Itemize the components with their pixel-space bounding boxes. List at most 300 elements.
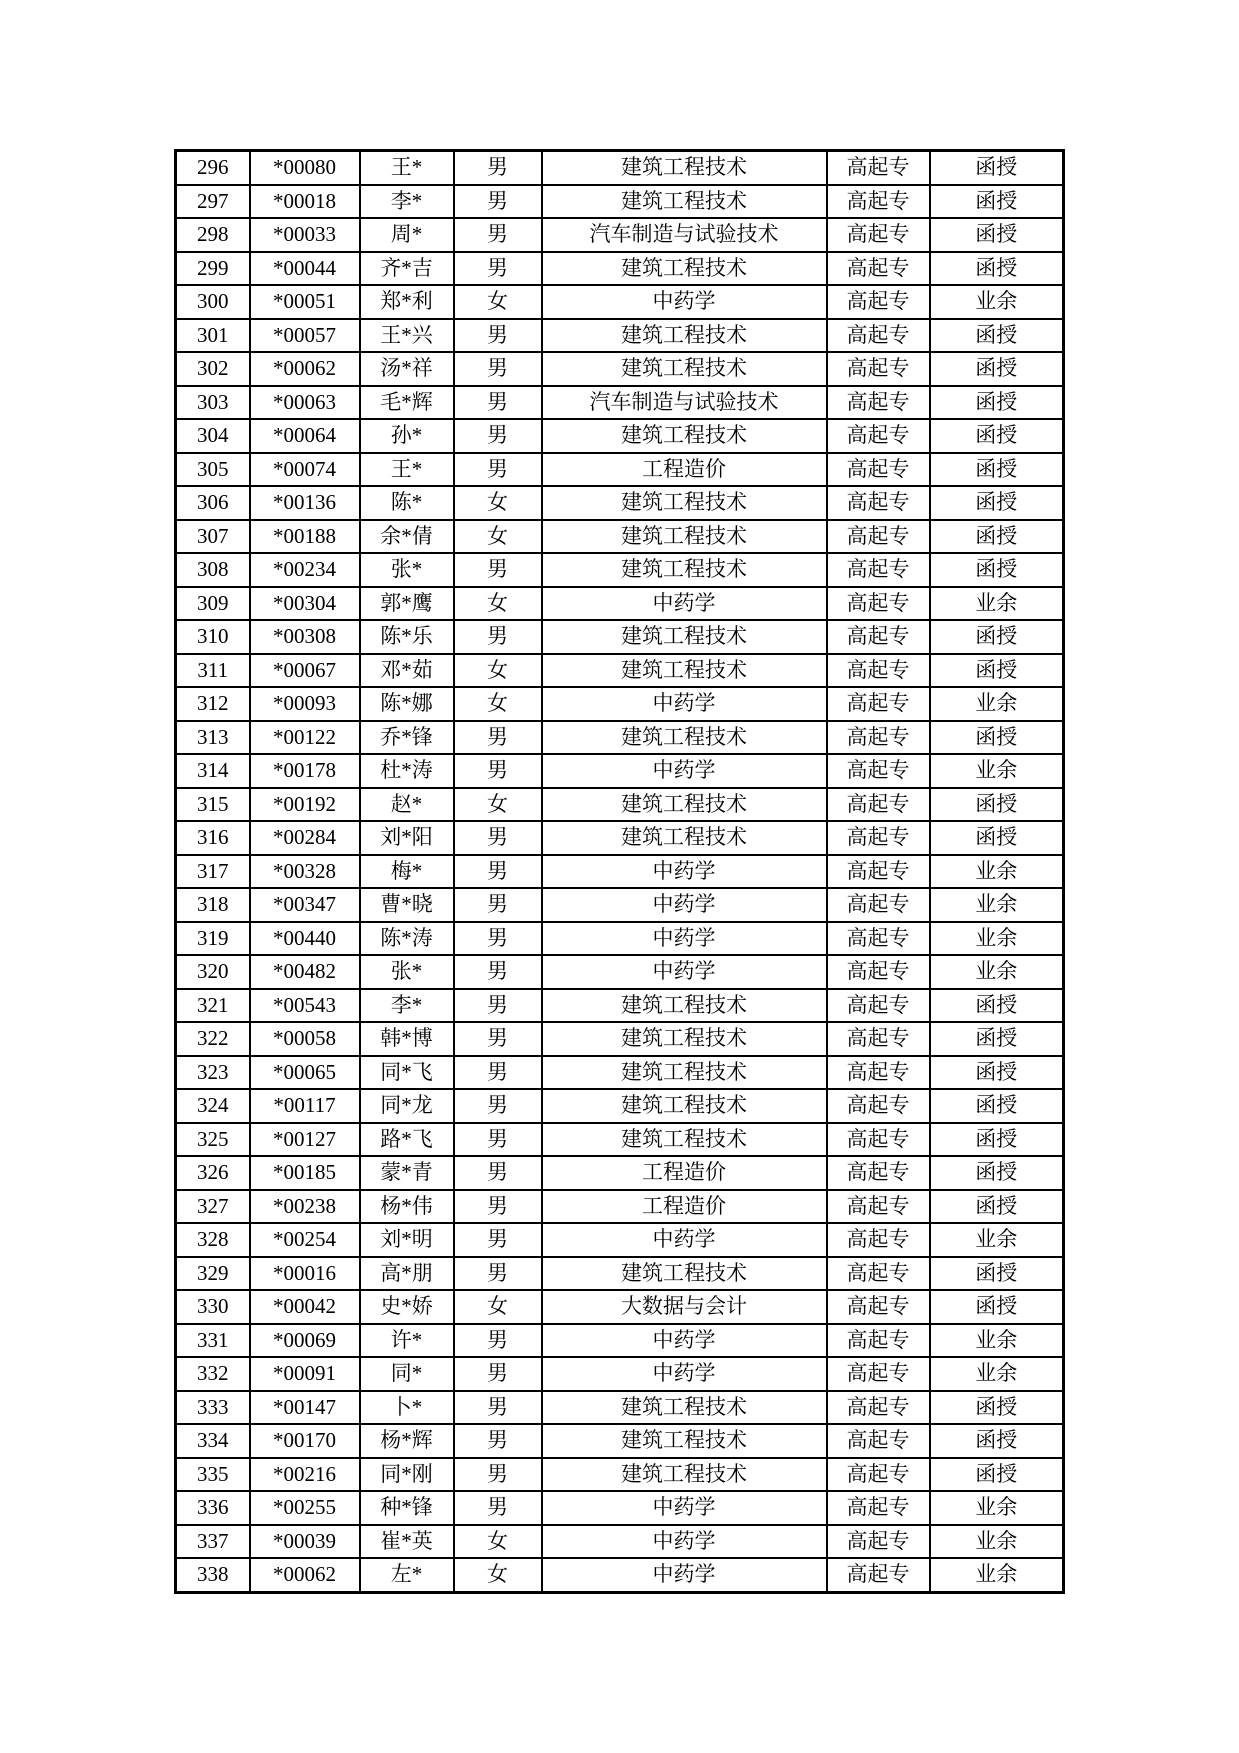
cell-gender: 男 xyxy=(454,1324,542,1358)
cell-study_mode: 业余 xyxy=(930,855,1064,889)
cell-seq: 311 xyxy=(176,654,250,688)
cell-seq: 326 xyxy=(176,1156,250,1190)
cell-study_mode: 函授 xyxy=(930,553,1064,587)
cell-seq: 330 xyxy=(176,1290,250,1324)
cell-seq: 309 xyxy=(176,587,250,621)
cell-name: 余*倩 xyxy=(360,520,454,554)
cell-seq: 310 xyxy=(176,620,250,654)
cell-study_mode: 函授 xyxy=(930,721,1064,755)
cell-study_mode: 函授 xyxy=(930,989,1064,1023)
table-row xyxy=(176,620,1064,654)
cell-name: 赵* xyxy=(360,788,454,822)
cell-seq: 314 xyxy=(176,754,250,788)
cell-name: 陈* xyxy=(360,486,454,520)
cell-student_id: *00308 xyxy=(250,620,360,654)
cell-name: 邓*茹 xyxy=(360,654,454,688)
cell-gender: 男 xyxy=(454,855,542,889)
cell-name: 曹*晓 xyxy=(360,888,454,922)
cell-level: 高起专 xyxy=(827,855,930,889)
cell-name: 许* xyxy=(360,1324,454,1358)
cell-level: 高起专 xyxy=(827,151,930,185)
cell-level: 高起专 xyxy=(827,453,930,487)
cell-gender: 男 xyxy=(454,1156,542,1190)
cell-name: 左* xyxy=(360,1558,454,1592)
cell-student_id: *00033 xyxy=(250,218,360,252)
cell-level: 高起专 xyxy=(827,352,930,386)
table-row xyxy=(176,319,1064,353)
cell-study_mode: 函授 xyxy=(930,1257,1064,1291)
cell-name: 李* xyxy=(360,185,454,219)
cell-student_id: *00347 xyxy=(250,888,360,922)
cell-level: 高起专 xyxy=(827,252,930,286)
cell-study_mode: 业余 xyxy=(930,955,1064,989)
cell-seq: 336 xyxy=(176,1491,250,1525)
cell-student_id: *00234 xyxy=(250,553,360,587)
cell-gender: 男 xyxy=(454,151,542,185)
table-row xyxy=(176,1424,1064,1458)
cell-major: 建筑工程技术 xyxy=(542,1257,827,1291)
cell-name: 刘*阳 xyxy=(360,821,454,855)
cell-study_mode: 函授 xyxy=(930,486,1064,520)
cell-student_id: *00304 xyxy=(250,587,360,621)
table-row xyxy=(176,1223,1064,1257)
cell-seq: 328 xyxy=(176,1223,250,1257)
table-row xyxy=(176,922,1064,956)
cell-seq: 325 xyxy=(176,1123,250,1157)
cell-seq: 334 xyxy=(176,1424,250,1458)
cell-major: 工程造价 xyxy=(542,1156,827,1190)
table-row xyxy=(176,721,1064,755)
table-row xyxy=(176,1056,1064,1090)
cell-major: 建筑工程技术 xyxy=(542,1391,827,1425)
cell-seq: 332 xyxy=(176,1357,250,1391)
cell-gender: 男 xyxy=(454,319,542,353)
cell-student_id: *00080 xyxy=(250,151,360,185)
table-row xyxy=(176,453,1064,487)
cell-study_mode: 函授 xyxy=(930,386,1064,420)
cell-student_id: *00067 xyxy=(250,654,360,688)
cell-study_mode: 函授 xyxy=(930,1123,1064,1157)
cell-student_id: *00058 xyxy=(250,1022,360,1056)
table-row xyxy=(176,754,1064,788)
cell-major: 建筑工程技术 xyxy=(542,620,827,654)
table-row xyxy=(176,821,1064,855)
table-row xyxy=(176,151,1064,185)
table-row xyxy=(176,1357,1064,1391)
cell-seq: 313 xyxy=(176,721,250,755)
cell-seq: 315 xyxy=(176,788,250,822)
cell-major: 中药学 xyxy=(542,1223,827,1257)
cell-major: 建筑工程技术 xyxy=(542,185,827,219)
cell-gender: 男 xyxy=(454,1491,542,1525)
cell-student_id: *00093 xyxy=(250,687,360,721)
cell-level: 高起专 xyxy=(827,1223,930,1257)
cell-name: 孙* xyxy=(360,419,454,453)
cell-major: 中药学 xyxy=(542,1324,827,1358)
cell-study_mode: 业余 xyxy=(930,1357,1064,1391)
cell-level: 高起专 xyxy=(827,520,930,554)
table-row xyxy=(176,419,1064,453)
cell-study_mode: 业余 xyxy=(930,1491,1064,1525)
cell-gender: 男 xyxy=(454,1357,542,1391)
cell-major: 工程造价 xyxy=(542,453,827,487)
cell-level: 高起专 xyxy=(827,1525,930,1559)
cell-level: 高起专 xyxy=(827,319,930,353)
cell-student_id: *00284 xyxy=(250,821,360,855)
table-row xyxy=(176,788,1064,822)
cell-study_mode: 函授 xyxy=(930,520,1064,554)
cell-study_mode: 函授 xyxy=(930,352,1064,386)
cell-name: 陈*娜 xyxy=(360,687,454,721)
cell-name: 陈*涛 xyxy=(360,922,454,956)
cell-major: 建筑工程技术 xyxy=(542,520,827,554)
cell-seq: 316 xyxy=(176,821,250,855)
table-row xyxy=(176,1491,1064,1525)
cell-gender: 男 xyxy=(454,1056,542,1090)
cell-level: 高起专 xyxy=(827,687,930,721)
cell-seq: 296 xyxy=(176,151,250,185)
table-row xyxy=(176,989,1064,1023)
cell-gender: 男 xyxy=(454,922,542,956)
cell-name: 张* xyxy=(360,553,454,587)
cell-level: 高起专 xyxy=(827,1156,930,1190)
cell-level: 高起专 xyxy=(827,1391,930,1425)
cell-study_mode: 函授 xyxy=(930,185,1064,219)
table-row xyxy=(176,1525,1064,1559)
table-row xyxy=(176,1190,1064,1224)
cell-study_mode: 业余 xyxy=(930,285,1064,319)
cell-student_id: *00069 xyxy=(250,1324,360,1358)
table-row xyxy=(176,855,1064,889)
cell-gender: 女 xyxy=(454,587,542,621)
cell-student_id: *00254 xyxy=(250,1223,360,1257)
cell-study_mode: 函授 xyxy=(930,218,1064,252)
cell-major: 建筑工程技术 xyxy=(542,1424,827,1458)
table-row xyxy=(176,218,1064,252)
cell-level: 高起专 xyxy=(827,1324,930,1358)
cell-level: 高起专 xyxy=(827,1022,930,1056)
cell-study_mode: 函授 xyxy=(930,252,1064,286)
cell-major: 中药学 xyxy=(542,922,827,956)
cell-study_mode: 函授 xyxy=(930,453,1064,487)
cell-major: 建筑工程技术 xyxy=(542,1089,827,1123)
cell-name: 郑*利 xyxy=(360,285,454,319)
cell-student_id: *00065 xyxy=(250,1056,360,1090)
table-row xyxy=(176,1089,1064,1123)
cell-name: 汤*祥 xyxy=(360,352,454,386)
cell-student_id: *00185 xyxy=(250,1156,360,1190)
table-row xyxy=(176,252,1064,286)
table-row xyxy=(176,955,1064,989)
cell-major: 中药学 xyxy=(542,754,827,788)
cell-major: 建筑工程技术 xyxy=(542,721,827,755)
cell-student_id: *00255 xyxy=(250,1491,360,1525)
cell-seq: 306 xyxy=(176,486,250,520)
cell-major: 建筑工程技术 xyxy=(542,419,827,453)
cell-student_id: *00117 xyxy=(250,1089,360,1123)
cell-seq: 300 xyxy=(176,285,250,319)
cell-study_mode: 业余 xyxy=(930,754,1064,788)
cell-student_id: *00062 xyxy=(250,352,360,386)
cell-gender: 女 xyxy=(454,687,542,721)
cell-major: 建筑工程技术 xyxy=(542,1458,827,1492)
table-row xyxy=(176,486,1064,520)
cell-study_mode: 函授 xyxy=(930,319,1064,353)
cell-gender: 男 xyxy=(454,955,542,989)
cell-study_mode: 函授 xyxy=(930,788,1064,822)
cell-name: 乔*锋 xyxy=(360,721,454,755)
cell-name: 路*飞 xyxy=(360,1123,454,1157)
cell-gender: 男 xyxy=(454,620,542,654)
table-row xyxy=(176,1022,1064,1056)
cell-level: 高起专 xyxy=(827,1424,930,1458)
cell-level: 高起专 xyxy=(827,620,930,654)
cell-major: 建筑工程技术 xyxy=(542,1022,827,1056)
table-row xyxy=(176,553,1064,587)
cell-gender: 男 xyxy=(454,721,542,755)
cell-gender: 女 xyxy=(454,654,542,688)
cell-level: 高起专 xyxy=(827,1089,930,1123)
cell-level: 高起专 xyxy=(827,654,930,688)
table-row xyxy=(176,1290,1064,1324)
cell-name: 毛*辉 xyxy=(360,386,454,420)
cell-student_id: *00062 xyxy=(250,1558,360,1592)
cell-student_id: *00044 xyxy=(250,252,360,286)
cell-level: 高起专 xyxy=(827,754,930,788)
cell-student_id: *00178 xyxy=(250,754,360,788)
cell-seq: 301 xyxy=(176,319,250,353)
cell-study_mode: 函授 xyxy=(930,1156,1064,1190)
cell-seq: 312 xyxy=(176,687,250,721)
cell-gender: 女 xyxy=(454,788,542,822)
cell-level: 高起专 xyxy=(827,486,930,520)
cell-gender: 男 xyxy=(454,386,542,420)
cell-gender: 女 xyxy=(454,486,542,520)
cell-study_mode: 业余 xyxy=(930,1525,1064,1559)
cell-gender: 男 xyxy=(454,1391,542,1425)
cell-name: 同*龙 xyxy=(360,1089,454,1123)
cell-level: 高起专 xyxy=(827,1357,930,1391)
cell-student_id: *00122 xyxy=(250,721,360,755)
cell-level: 高起专 xyxy=(827,721,930,755)
cell-student_id: *00016 xyxy=(250,1257,360,1291)
cell-name: 卜* xyxy=(360,1391,454,1425)
cell-name: 杨*辉 xyxy=(360,1424,454,1458)
table-row xyxy=(176,587,1064,621)
cell-level: 高起专 xyxy=(827,553,930,587)
cell-seq: 304 xyxy=(176,419,250,453)
cell-gender: 女 xyxy=(454,520,542,554)
cell-gender: 女 xyxy=(454,285,542,319)
cell-level: 高起专 xyxy=(827,419,930,453)
cell-gender: 男 xyxy=(454,1089,542,1123)
cell-student_id: *00170 xyxy=(250,1424,360,1458)
cell-student_id: *00064 xyxy=(250,419,360,453)
cell-gender: 女 xyxy=(454,1525,542,1559)
cell-study_mode: 函授 xyxy=(930,1458,1064,1492)
cell-gender: 男 xyxy=(454,1257,542,1291)
cell-seq: 317 xyxy=(176,855,250,889)
cell-name: 陈*乐 xyxy=(360,620,454,654)
cell-major: 建筑工程技术 xyxy=(542,151,827,185)
cell-name: 刘*明 xyxy=(360,1223,454,1257)
cell-study_mode: 函授 xyxy=(930,1190,1064,1224)
cell-student_id: *00328 xyxy=(250,855,360,889)
cell-seq: 307 xyxy=(176,520,250,554)
cell-seq: 329 xyxy=(176,1257,250,1291)
cell-name: 张* xyxy=(360,955,454,989)
table-row xyxy=(176,1123,1064,1157)
cell-gender: 男 xyxy=(454,1458,542,1492)
cell-gender: 男 xyxy=(454,1190,542,1224)
cell-name: 王*兴 xyxy=(360,319,454,353)
cell-student_id: *00039 xyxy=(250,1525,360,1559)
cell-gender: 男 xyxy=(454,1223,542,1257)
cell-major: 中药学 xyxy=(542,1357,827,1391)
cell-study_mode: 业余 xyxy=(930,922,1064,956)
cell-study_mode: 业余 xyxy=(930,587,1064,621)
cell-seq: 320 xyxy=(176,955,250,989)
cell-student_id: *00188 xyxy=(250,520,360,554)
cell-gender: 男 xyxy=(454,754,542,788)
cell-name: 同*飞 xyxy=(360,1056,454,1090)
cell-major: 建筑工程技术 xyxy=(542,252,827,286)
cell-major: 建筑工程技术 xyxy=(542,352,827,386)
cell-study_mode: 业余 xyxy=(930,1223,1064,1257)
cell-level: 高起专 xyxy=(827,955,930,989)
cell-gender: 男 xyxy=(454,218,542,252)
table-row xyxy=(176,1156,1064,1190)
cell-student_id: *00440 xyxy=(250,922,360,956)
cell-major: 中药学 xyxy=(542,587,827,621)
cell-study_mode: 函授 xyxy=(930,1089,1064,1123)
cell-gender: 男 xyxy=(454,888,542,922)
cell-gender: 男 xyxy=(454,989,542,1023)
cell-gender: 男 xyxy=(454,821,542,855)
cell-name: 杜*涛 xyxy=(360,754,454,788)
cell-study_mode: 函授 xyxy=(930,620,1064,654)
cell-major: 工程造价 xyxy=(542,1190,827,1224)
cell-major: 中药学 xyxy=(542,285,827,319)
cell-name: 韩*博 xyxy=(360,1022,454,1056)
cell-major: 建筑工程技术 xyxy=(542,319,827,353)
cell-major: 汽车制造与试验技术 xyxy=(542,218,827,252)
cell-seq: 327 xyxy=(176,1190,250,1224)
cell-major: 中药学 xyxy=(542,1558,827,1592)
table-row xyxy=(176,520,1064,554)
cell-level: 高起专 xyxy=(827,1290,930,1324)
cell-major: 建筑工程技术 xyxy=(542,553,827,587)
cell-gender: 男 xyxy=(454,185,542,219)
cell-name: 梅* xyxy=(360,855,454,889)
cell-major: 中药学 xyxy=(542,955,827,989)
cell-name: 蒙*青 xyxy=(360,1156,454,1190)
cell-level: 高起专 xyxy=(827,1123,930,1157)
cell-major: 建筑工程技术 xyxy=(542,1056,827,1090)
cell-name: 李* xyxy=(360,989,454,1023)
table-row xyxy=(176,1391,1064,1425)
cell-level: 高起专 xyxy=(827,1257,930,1291)
cell-student_id: *00192 xyxy=(250,788,360,822)
cell-seq: 305 xyxy=(176,453,250,487)
cell-major: 建筑工程技术 xyxy=(542,654,827,688)
cell-seq: 324 xyxy=(176,1089,250,1123)
cell-seq: 321 xyxy=(176,989,250,1023)
cell-level: 高起专 xyxy=(827,788,930,822)
table-row xyxy=(176,1257,1064,1291)
table-row xyxy=(176,1558,1064,1592)
cell-gender: 男 xyxy=(454,419,542,453)
cell-name: 杨*伟 xyxy=(360,1190,454,1224)
cell-level: 高起专 xyxy=(827,185,930,219)
cell-student_id: *00482 xyxy=(250,955,360,989)
cell-study_mode: 函授 xyxy=(930,151,1064,185)
cell-seq: 297 xyxy=(176,185,250,219)
cell-level: 高起专 xyxy=(827,1458,930,1492)
cell-level: 高起专 xyxy=(827,1558,930,1592)
cell-student_id: *00018 xyxy=(250,185,360,219)
cell-gender: 女 xyxy=(454,1290,542,1324)
cell-name: 高*朋 xyxy=(360,1257,454,1291)
table-row xyxy=(176,1324,1064,1358)
cell-major: 中药学 xyxy=(542,1491,827,1525)
cell-gender: 男 xyxy=(454,1424,542,1458)
cell-name: 齐*吉 xyxy=(360,252,454,286)
cell-level: 高起专 xyxy=(827,218,930,252)
cell-student_id: *00091 xyxy=(250,1357,360,1391)
cell-study_mode: 函授 xyxy=(930,419,1064,453)
cell-student_id: *00127 xyxy=(250,1123,360,1157)
cell-student_id: *00063 xyxy=(250,386,360,420)
cell-major: 中药学 xyxy=(542,855,827,889)
cell-seq: 319 xyxy=(176,922,250,956)
cell-study_mode: 业余 xyxy=(930,687,1064,721)
cell-name: 郭*鹰 xyxy=(360,587,454,621)
cell-seq: 322 xyxy=(176,1022,250,1056)
table-row xyxy=(176,1458,1064,1492)
cell-level: 高起专 xyxy=(827,989,930,1023)
cell-student_id: *00216 xyxy=(250,1458,360,1492)
cell-seq: 335 xyxy=(176,1458,250,1492)
cell-name: 周* xyxy=(360,218,454,252)
cell-major: 中药学 xyxy=(542,1525,827,1559)
cell-seq: 303 xyxy=(176,386,250,420)
cell-study_mode: 函授 xyxy=(930,1391,1064,1425)
cell-major: 中药学 xyxy=(542,687,827,721)
table-row xyxy=(176,352,1064,386)
cell-study_mode: 函授 xyxy=(930,1424,1064,1458)
cell-name: 崔*英 xyxy=(360,1525,454,1559)
cell-study_mode: 业余 xyxy=(930,888,1064,922)
cell-seq: 331 xyxy=(176,1324,250,1358)
cell-major: 大数据与会计 xyxy=(542,1290,827,1324)
cell-seq: 333 xyxy=(176,1391,250,1425)
cell-seq: 323 xyxy=(176,1056,250,1090)
cell-seq: 337 xyxy=(176,1525,250,1559)
cell-seq: 302 xyxy=(176,352,250,386)
cell-seq: 299 xyxy=(176,252,250,286)
cell-gender: 男 xyxy=(454,553,542,587)
cell-study_mode: 函授 xyxy=(930,654,1064,688)
cell-seq: 298 xyxy=(176,218,250,252)
cell-student_id: *00136 xyxy=(250,486,360,520)
table-row xyxy=(176,888,1064,922)
table-row xyxy=(176,687,1064,721)
cell-gender: 男 xyxy=(454,453,542,487)
table-row xyxy=(176,654,1064,688)
cell-level: 高起专 xyxy=(827,922,930,956)
cell-student_id: *00543 xyxy=(250,989,360,1023)
